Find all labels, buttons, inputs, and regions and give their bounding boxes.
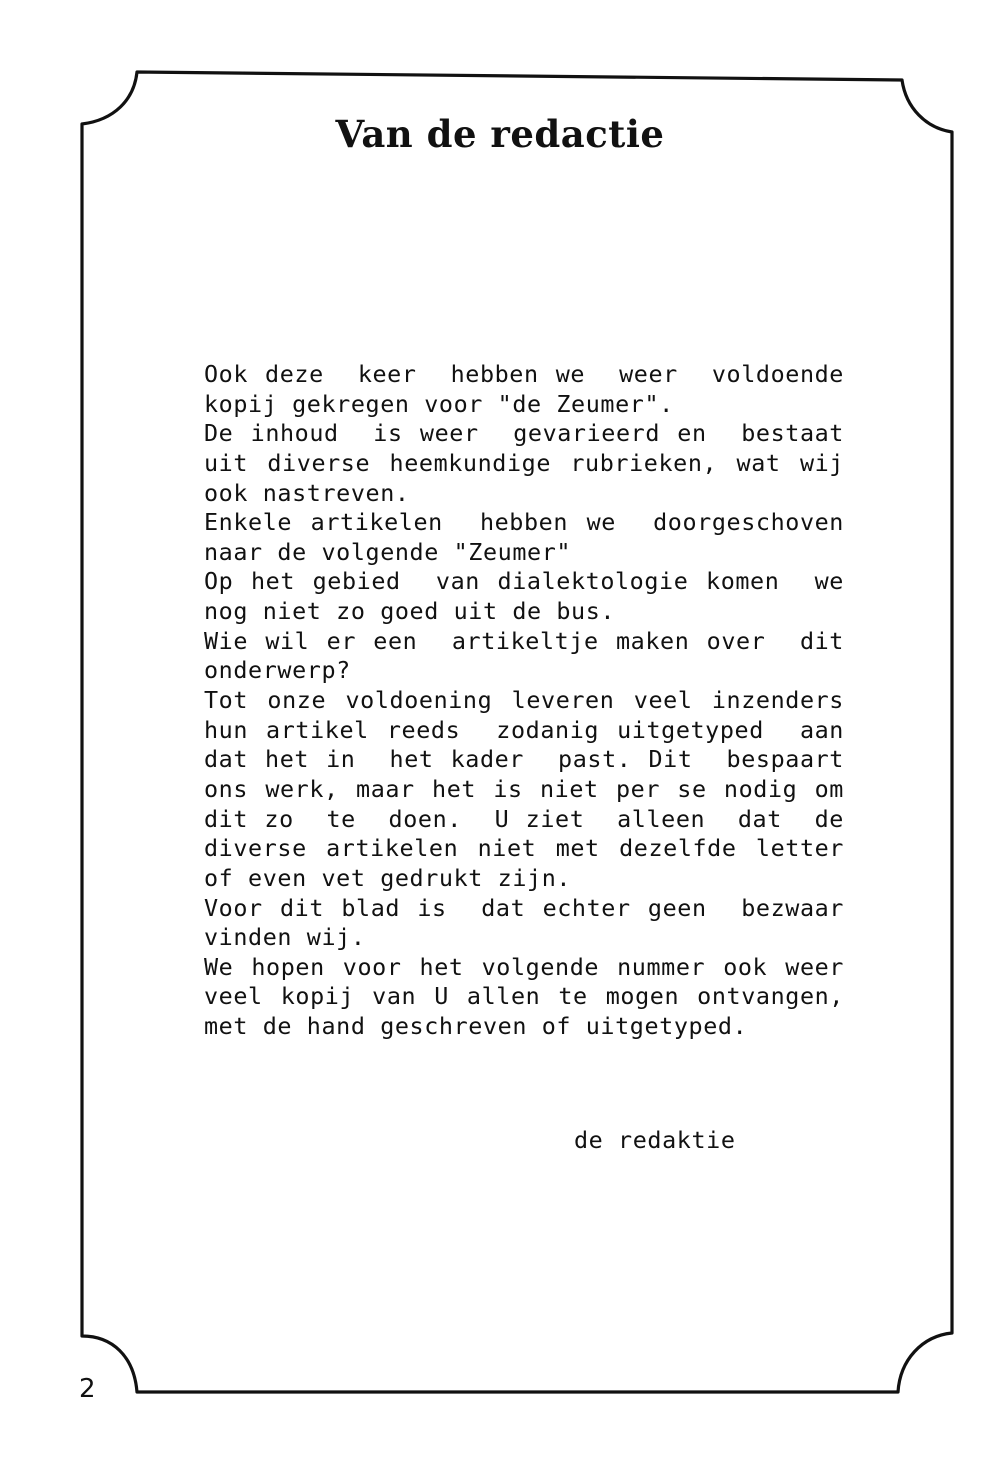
- page-title: Van de redactie: [335, 112, 665, 156]
- text-line: De inhoud is weer gevarieerd en bestaat: [204, 419, 844, 448]
- text-line: dit zo te doen. U ziet alleen dat de: [204, 804, 844, 833]
- text-line: dat het in het kader past. Dit bespaart: [204, 745, 844, 774]
- text-line: Op het gebied van dialektologie komen we: [204, 567, 844, 596]
- text-line: naar de volgende "Zeumer": [204, 537, 572, 566]
- page-number: 2: [79, 1374, 96, 1404]
- text-line: onderwerp?: [204, 656, 351, 685]
- text-line: Tot onze voldoening leveren veel inzenders: [204, 686, 844, 715]
- article-body: [204, 360, 844, 1042]
- text-line: uit diverse heemkundige rubrieken, wat wij: [204, 448, 844, 477]
- text-line: ons werk, maar het is niet per se nodig om: [204, 774, 844, 803]
- text-line: ook nastreven.: [204, 478, 410, 507]
- text-line: hun artikel reeds zodanig uitgetyped aan: [204, 715, 844, 744]
- text-line: Ook deze keer hebben we weer voldoende: [204, 360, 844, 388]
- text-line: diverse artikelen niet met dezelfde letter: [204, 834, 844, 863]
- text-line: We hopen voor het volgende nummer ook weer: [204, 952, 844, 981]
- text-line: met de hand geschreven of uitgetyped.: [204, 1012, 748, 1041]
- text-line: of even vet gedrukt zijn.: [204, 863, 572, 892]
- signature: de redaktie: [574, 1126, 736, 1154]
- text-line: veel kopij van U allen te mogen ontvangen,: [204, 982, 844, 1011]
- text-line: Voor dit blad is dat echter geen bezwaar: [204, 893, 844, 922]
- text-line: vinden wij.: [204, 923, 366, 952]
- text-line: kopij gekregen voor "de Zeumer".: [204, 389, 674, 418]
- text-line: Enkele artikelen hebben we doorgeschoven: [204, 508, 844, 537]
- text-line: nog niet zo goed uit de bus.: [204, 597, 616, 626]
- text-line: Wie wil er een artikeltje maken over dit: [204, 626, 844, 655]
